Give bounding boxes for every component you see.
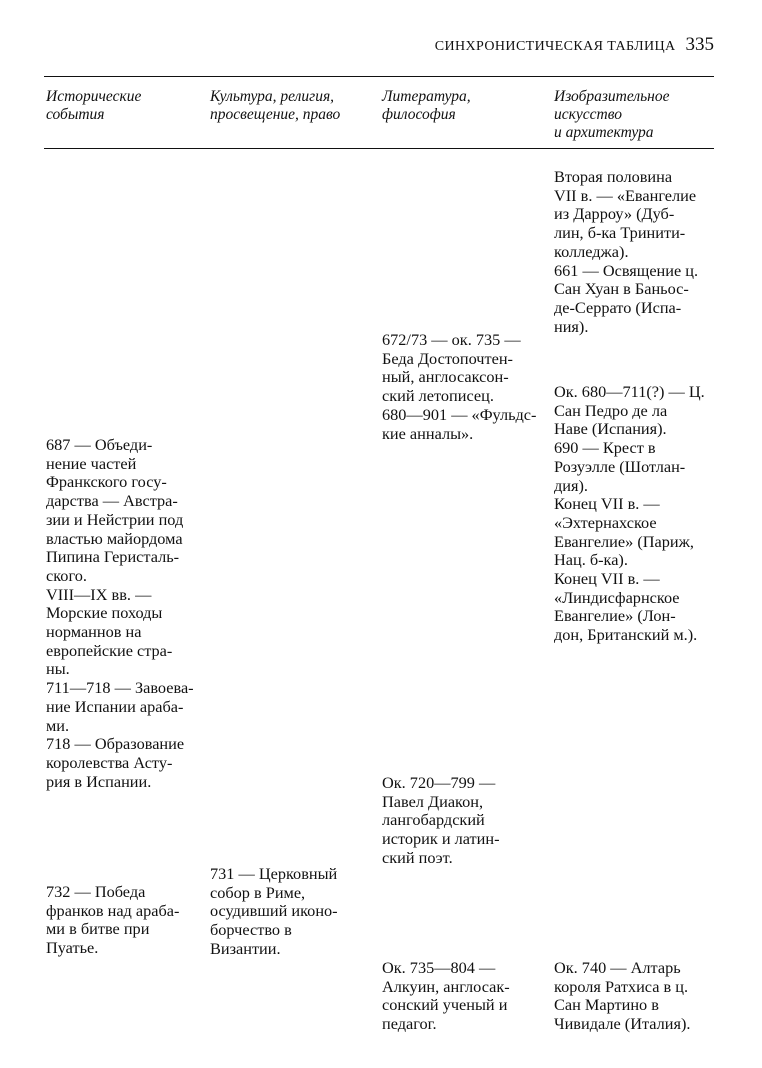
history-entry-frankish-unification: 687 — Объеди- нение частей Франкского госу- дарства — Австра- зии и Нейстрии под властью майордома Пипина Геристаль- ского. VIII—IX вв. — Морские походы норманнов на европейские стра- ны. 711—718 — Завоева- ние Испании араба- ми. 718 — Образование королевства Асту- рия в Испании. bbox=[46, 435, 194, 791]
running-head bbox=[0, 34, 714, 56]
column-header-culture-religion: Культура, религия, просвещение, право bbox=[210, 88, 341, 123]
header-bottom-rule bbox=[44, 148, 714, 149]
column-header-historical-events: Исторические события bbox=[46, 88, 142, 123]
art-entry-ratchis-altar: Ок. 740 — Алтарь короля Ратхиса в ц. Сан Мартино в Чивидале (Италия). bbox=[554, 958, 691, 1034]
page-number: 335 bbox=[685, 34, 714, 55]
top-rule bbox=[44, 76, 714, 77]
art-entry-darrow-gospels: Вторая половина VII в. — «Евангелие из Дарроу» (Дуб- лин, б-ка Тринити- колледжа). 661 — Освящение ц. Сан Хуан в Баньос- де-Серрато (Испа- ния). bbox=[554, 167, 699, 336]
column-header-fine-arts-architecture: Изобразительное искусство и архитектура bbox=[554, 88, 670, 141]
art-entry-san-pedro-de-la-nave: Ок. 680—711(?) — Ц. Сан Педро де ла Наве (Испания). 690 — Крест в Розуэлле (Шотлан- дия). Конец VII в. — «Эхтернахское Евангелие» (Париж, Нац. б-ка). Конец VII в. — «Линдисфарнское Евангелие» (Лон- дон, Британский м.). bbox=[554, 382, 705, 645]
history-entry-battle-of-poitiers: 732 — Победа франков над араба- ми в битве при Пуатье. bbox=[46, 882, 180, 958]
column-header-literature-philosophy: Литература, философия bbox=[382, 88, 471, 123]
literature-entry-bede: 672/73 — ок. 735 — Беда Достопочтен- ный, англосаксон- ский летописец. 680—901 — «Фульдс- кие анналы». bbox=[382, 330, 537, 443]
literature-entry-alcuin: Ок. 735—804 — Алкуин, англосак- сонский ученый и педагог. bbox=[382, 958, 510, 1034]
literature-entry-paul-the-deacon: Ок. 720—799 — Павел Диакон, лангобардский историк и латин- ский поэт. bbox=[382, 773, 500, 867]
culture-entry-rome-council: 731 — Церковный собор в Риме, осудивший иконо- борчество в Византии. bbox=[210, 864, 338, 958]
running-title: СИНХРОНИСТИЧЕСКАЯ ТАБЛИЦА bbox=[434, 39, 676, 54]
